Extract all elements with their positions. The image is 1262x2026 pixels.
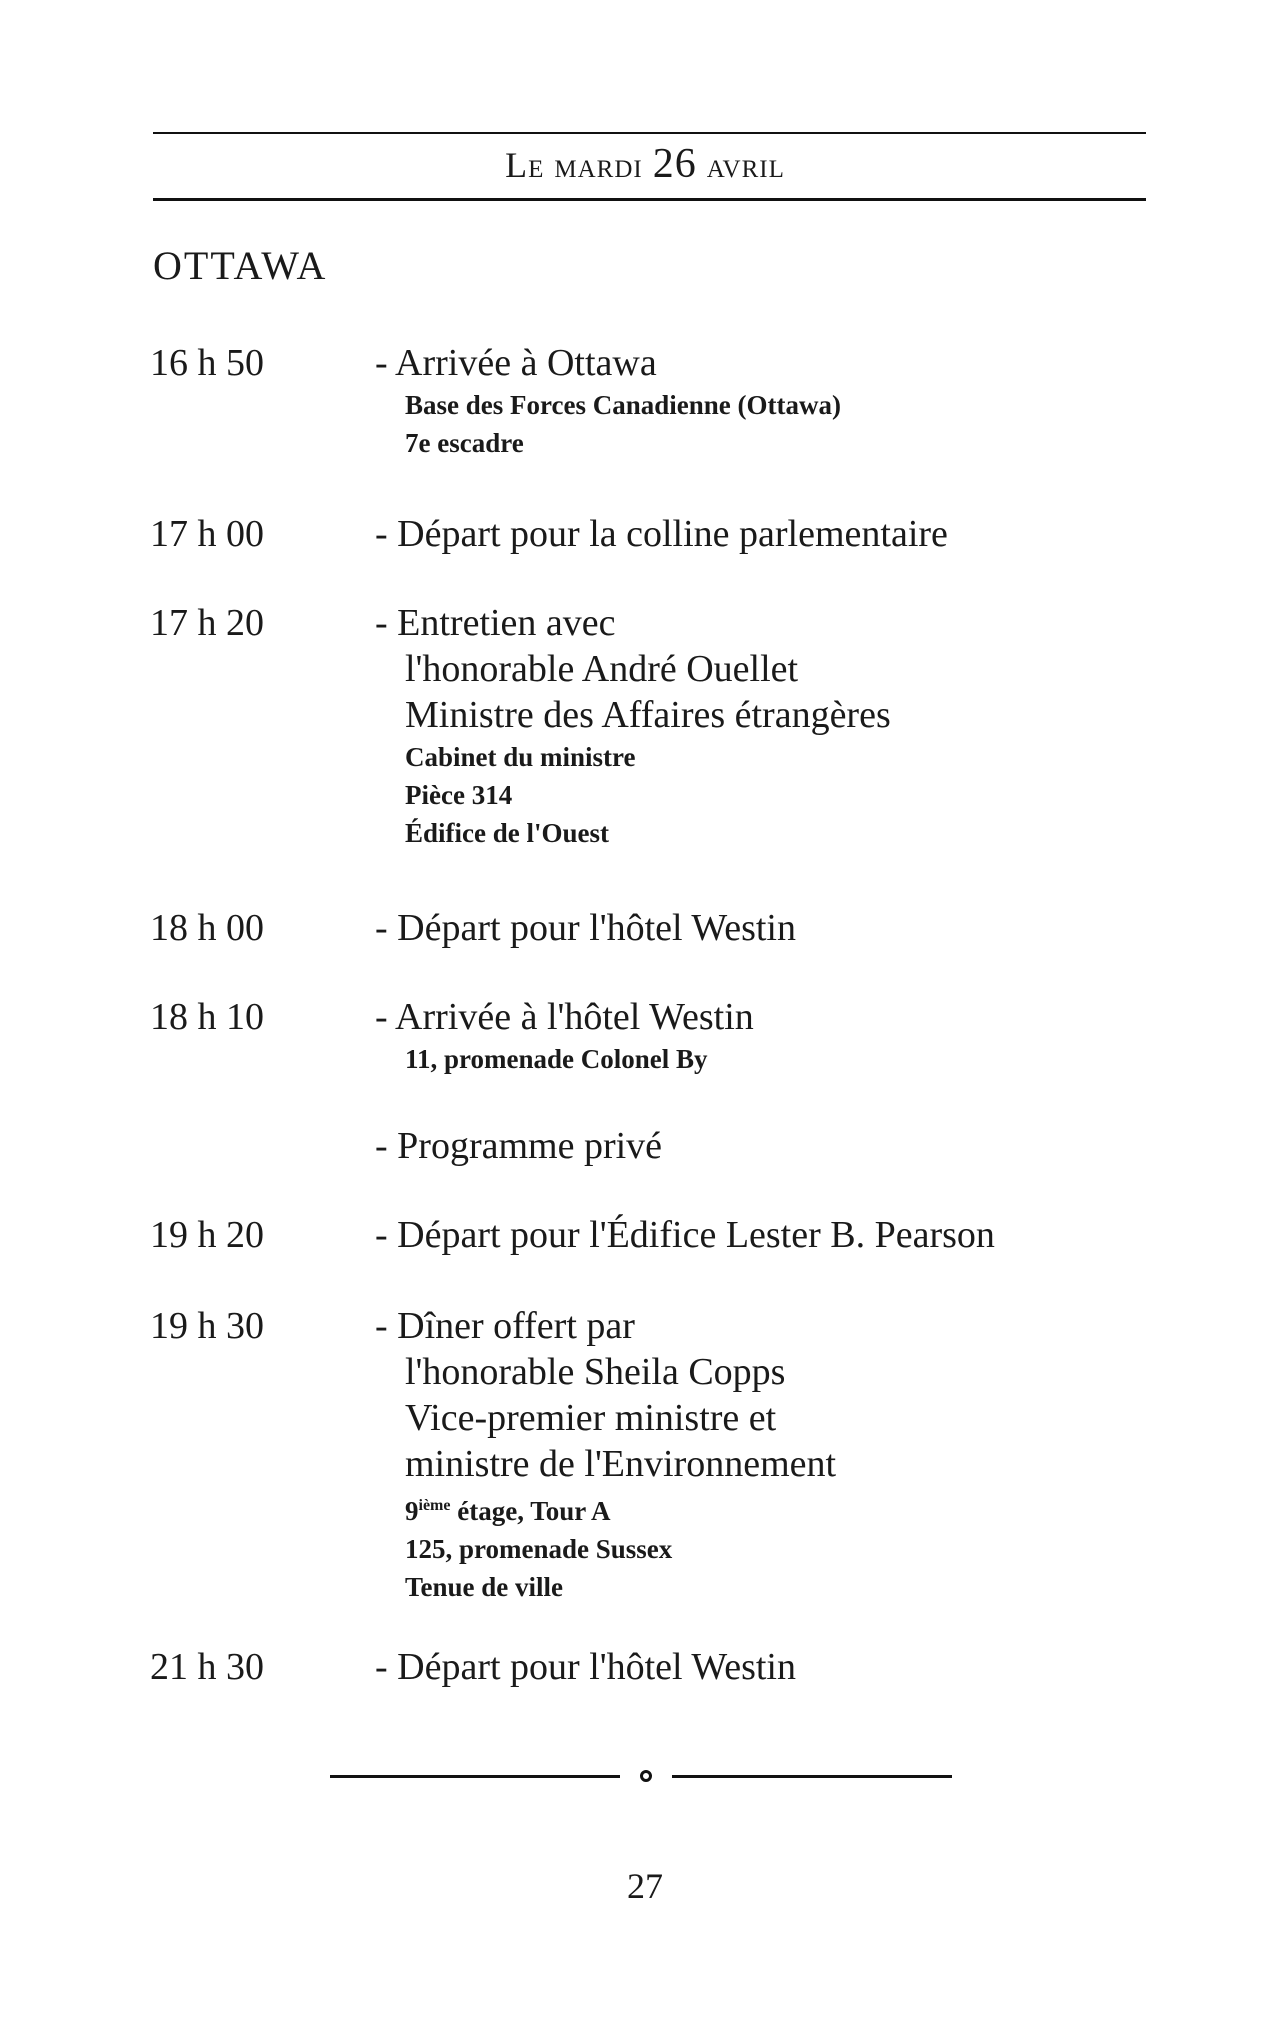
schedule-entry bbox=[375, 1303, 1155, 1606]
event-title-line: Ministre des Affaires étrangères bbox=[405, 694, 891, 736]
header-top-rule bbox=[153, 132, 1146, 134]
time-label: 16 h 50 bbox=[150, 342, 264, 384]
event-title: - Dîner offert par bbox=[375, 1305, 635, 1347]
circle-ornament-icon bbox=[640, 1770, 652, 1782]
time-label: 17 h 20 bbox=[150, 602, 264, 644]
event-title: - Arrivée à Ottawa bbox=[375, 342, 657, 384]
event-detail: Cabinet du ministre bbox=[405, 742, 636, 772]
schedule-entry bbox=[375, 1644, 1155, 1690]
event-title: - Départ pour l'hôtel Westin bbox=[375, 907, 796, 949]
event-title: - Arrivée à l'hôtel Westin bbox=[375, 996, 754, 1038]
event-detail: Tenue de ville bbox=[405, 1572, 564, 1602]
event-title-line: ministre de l'Environnement bbox=[405, 1443, 837, 1485]
event-detail: Base des Forces Canadienne (Ottawa) bbox=[405, 390, 841, 420]
event-title: - Programme privé bbox=[375, 1125, 663, 1167]
city-heading: OTTAWA bbox=[153, 243, 328, 288]
event-title: - Départ pour l'hôtel Westin bbox=[375, 1646, 796, 1688]
event-detail: 9ième étage, Tour A bbox=[405, 1496, 611, 1526]
time-label: 19 h 30 bbox=[150, 1305, 264, 1347]
event-title-line: Vice-premier ministre et bbox=[405, 1397, 777, 1439]
schedule-entry bbox=[375, 1212, 1155, 1258]
schedule-entry bbox=[375, 340, 1155, 462]
event-detail: Pièce 314 bbox=[405, 780, 513, 810]
schedule-entry bbox=[375, 1123, 1155, 1169]
event-title: - Départ pour l'Édifice Lester B. Pearson bbox=[375, 1214, 995, 1256]
time-label: 21 h 30 bbox=[150, 1646, 264, 1688]
event-detail: 125, promenade Sussex bbox=[405, 1534, 673, 1564]
header-bottom-rule bbox=[153, 198, 1146, 201]
schedule-entry bbox=[375, 600, 1155, 852]
time-label: 19 h 20 bbox=[150, 1214, 264, 1256]
time-label: 17 h 00 bbox=[150, 513, 264, 555]
schedule-entry bbox=[375, 511, 1155, 557]
page-number: 27 bbox=[627, 1866, 663, 1906]
event-title-line: l'honorable Sheila Copps bbox=[405, 1351, 786, 1393]
time-label: 18 h 10 bbox=[150, 996, 264, 1038]
event-title: - Départ pour la colline parlementaire bbox=[375, 513, 948, 555]
event-title-line: l'honorable André Ouellet bbox=[405, 648, 799, 690]
page-title: Le mardi 26 avril bbox=[505, 141, 785, 187]
footer-rule-left bbox=[330, 1775, 620, 1778]
schedule-entry bbox=[375, 905, 1155, 951]
event-detail: Édifice de l'Ouest bbox=[405, 818, 609, 848]
event-detail: 7e escadre bbox=[405, 428, 524, 458]
event-title: - Entretien avec bbox=[375, 602, 616, 644]
time-label: 18 h 00 bbox=[150, 907, 264, 949]
event-detail: 11, promenade Colonel By bbox=[405, 1044, 708, 1074]
schedule-entry bbox=[375, 994, 1155, 1078]
footer-rule-right bbox=[672, 1775, 952, 1778]
